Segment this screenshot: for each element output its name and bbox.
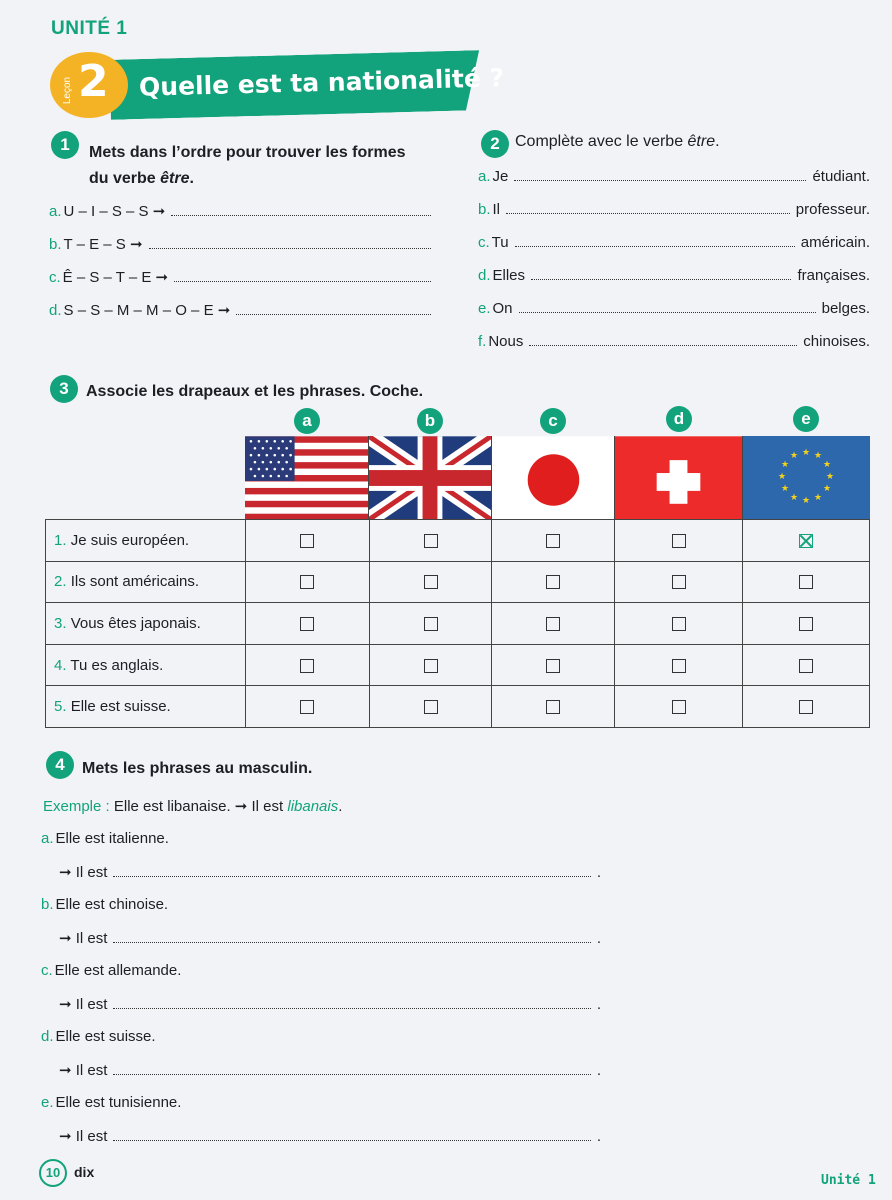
checkbox-cell	[615, 561, 743, 603]
ex4-item-text: Elle est chinoise.	[55, 896, 169, 913]
table-row	[46, 686, 870, 728]
table-row	[46, 520, 870, 562]
ex1-item-letter: d.	[49, 302, 62, 319]
svg-text:★: ★	[801, 448, 811, 458]
flag-label-b: b	[417, 408, 443, 434]
ex2-item-letter: d.	[478, 267, 491, 284]
checkbox-cell	[615, 686, 743, 728]
footer-unit: Unité 1	[821, 1173, 876, 1188]
ex4-answer-row: ➞ Il est .	[59, 1062, 601, 1079]
answer-prefix: ➞ Il est	[59, 1128, 108, 1145]
ex4-item-letter: d.	[41, 1028, 54, 1045]
table-row	[46, 603, 870, 645]
checkbox-cell	[492, 686, 615, 728]
checkbox-cell	[245, 561, 369, 603]
checkbox-cell	[245, 686, 369, 728]
ex2-item	[478, 333, 870, 366]
ex1-item-letter: b.	[49, 236, 62, 253]
ex1-item	[49, 301, 437, 334]
example-label: Exemple :	[43, 798, 110, 815]
exercise-3-title: Associe les drapeaux et les phrases. Coche.	[86, 383, 424, 400]
exercise-4-number: 4	[46, 751, 74, 779]
ex2-answer-line[interactable]	[529, 334, 797, 346]
ex2-item-subject: Tu	[491, 234, 509, 251]
ex4-answer-line[interactable]	[113, 931, 590, 943]
checkbox-cell	[743, 520, 870, 562]
checkbox-cell	[369, 561, 492, 603]
svg-text:★: ★	[780, 460, 790, 470]
svg-text:★: ★	[801, 496, 811, 506]
japan-flag-icon	[492, 436, 615, 520]
ex1-item-text: U – I – S – S ➞	[63, 203, 166, 220]
checkbox-cell	[369, 644, 492, 686]
ex2-item	[478, 201, 870, 234]
phrase-number: 4.	[54, 656, 67, 674]
phrase-text: Tu es anglais.	[70, 656, 164, 674]
ex2-item-ending: professeur.	[795, 201, 870, 218]
ex2-item	[478, 300, 870, 333]
exercise-4-example	[43, 797, 342, 815]
checkbox-cell	[369, 686, 492, 728]
flag-label-a: a	[294, 408, 320, 434]
exercise-2-title	[515, 133, 720, 151]
switzerland-flag-icon	[615, 436, 743, 520]
ex1-item-text: Ê – S – T – E ➞	[62, 269, 169, 286]
exercise-1-title-line2-prefix: du verbe	[89, 170, 161, 187]
ex4-item-text: Elle est italienne.	[55, 830, 169, 847]
checkbox-e[interactable]	[799, 575, 813, 589]
ex2-item-letter: b.	[478, 201, 491, 218]
svg-text:★: ★	[825, 472, 835, 482]
checkbox-e[interactable]	[799, 534, 813, 548]
checkbox-e[interactable]	[799, 659, 813, 673]
svg-text:★: ★	[780, 484, 790, 494]
ex2-item-ending: françaises.	[797, 267, 870, 284]
checkbox-cell	[245, 644, 369, 686]
ex4-item-text: Elle est suisse.	[55, 1028, 156, 1045]
ex2-item-subject: On	[492, 300, 513, 317]
checkbox-e[interactable]	[799, 700, 813, 714]
ex2-item	[478, 168, 870, 201]
page-number: 10	[39, 1159, 67, 1187]
checkbox-a[interactable]	[300, 700, 314, 714]
checkbox-e[interactable]	[799, 617, 813, 631]
ex4-item	[41, 896, 601, 929]
checkbox-c[interactable]	[546, 617, 560, 631]
uk-flag-icon	[369, 436, 492, 520]
ex2-item-letter: a.	[478, 168, 491, 185]
phrase-text: Je suis européen.	[70, 531, 190, 549]
ex2-item-subject: Il	[492, 201, 501, 218]
example-answer: libanais	[287, 798, 339, 815]
ex2-item-ending: belges.	[821, 300, 870, 317]
phrase-cell	[46, 603, 246, 645]
flags-row	[245, 436, 870, 520]
phrase-number: 5.	[54, 698, 67, 716]
ex2-answer-line[interactable]	[519, 301, 816, 313]
flag-label-d: d	[666, 406, 692, 432]
ex1-answer-line[interactable]	[174, 270, 431, 282]
phrase-text: Ils sont américains.	[70, 573, 200, 591]
ex2-item-ending: chinoises.	[803, 333, 870, 350]
checkbox-d[interactable]	[672, 659, 686, 673]
ex4-answer-line[interactable]	[113, 865, 590, 877]
exercise-4-list	[41, 830, 601, 1160]
association-table	[45, 519, 870, 728]
ex2-answer-line[interactable]	[531, 268, 791, 280]
ex4-item-letter: e.	[41, 1094, 54, 1111]
phrase-cell	[46, 686, 246, 728]
svg-text:★: ★	[822, 460, 832, 470]
answer-prefix: ➞ Il est	[59, 864, 108, 881]
unit-label: UNITÉ 1	[51, 18, 128, 39]
ex4-answer-row: ➞ Il est .	[59, 1128, 601, 1145]
phrase-cell	[46, 561, 246, 603]
phrase-number: 1.	[54, 531, 67, 549]
phrase-text: Elle est suisse.	[70, 698, 171, 716]
ex4-item	[41, 1028, 601, 1061]
ex1-answer-line[interactable]	[149, 237, 431, 249]
answer-prefix: ➞ Il est	[59, 996, 108, 1013]
ex4-item-text: Elle est tunisienne.	[55, 1094, 182, 1111]
checkbox-a[interactable]	[300, 534, 314, 548]
ex2-answer-line[interactable]	[506, 202, 790, 214]
ex4-answer-row: ➞ Il est .	[59, 996, 601, 1013]
exercise-2-title-suffix: .	[715, 133, 720, 150]
svg-text:★: ★	[789, 493, 799, 503]
answer-prefix: ➞ Il est	[59, 930, 108, 947]
ex2-item-subject: Elles	[492, 267, 526, 284]
ex4-item-letter: c.	[41, 962, 53, 979]
checkbox-a[interactable]	[300, 575, 314, 589]
ex2-item-letter: e.	[478, 300, 491, 317]
checkbox-cell	[245, 603, 369, 645]
checkbox-cell	[492, 520, 615, 562]
checkbox-cell	[492, 561, 615, 603]
table-row	[46, 561, 870, 603]
ex1-item-letter: c.	[49, 269, 61, 286]
ex2-item-letter: c.	[478, 234, 490, 251]
exercise-1-number: 1	[51, 131, 79, 159]
checkbox-b[interactable]	[424, 700, 438, 714]
ex4-answer-line[interactable]	[113, 997, 590, 1009]
exercise-1-title-suffix: .	[189, 170, 194, 187]
exercise-2-number: 2	[481, 130, 509, 158]
svg-text:★: ★	[813, 493, 823, 503]
checkbox-cell	[743, 686, 870, 728]
ex4-item	[41, 1094, 601, 1127]
ex4-answer-row: ➞ Il est .	[59, 864, 601, 881]
svg-text:★: ★	[813, 451, 823, 461]
usa-flag-icon	[245, 436, 369, 520]
phrase-cell	[46, 520, 246, 562]
checkbox-b[interactable]	[424, 617, 438, 631]
ex1-item-text: T – E – S ➞	[63, 236, 143, 253]
checkbox-c[interactable]	[546, 534, 560, 548]
svg-text:★: ★	[822, 484, 832, 494]
checkbox-b[interactable]	[424, 575, 438, 589]
ex4-item	[41, 830, 601, 863]
checkbox-d[interactable]	[672, 700, 686, 714]
ex2-answer-line[interactable]	[514, 169, 806, 181]
ex1-item	[49, 235, 437, 268]
ex4-answer-row: ➞ Il est .	[59, 930, 601, 947]
lesson-word: Leçon	[62, 76, 74, 105]
exercise-4-title: Mets les phrases au masculin.	[82, 760, 313, 777]
checkbox-cell	[615, 603, 743, 645]
phrase-cell	[46, 644, 246, 686]
checkbox-b[interactable]	[424, 534, 438, 548]
ex1-answer-line[interactable]	[236, 303, 431, 315]
ex2-item-ending: américain.	[800, 234, 870, 251]
ex4-answer-line[interactable]	[113, 1063, 590, 1075]
ex4-item-letter: a.	[41, 830, 54, 847]
checkbox-cell	[245, 520, 369, 562]
answer-prefix: ➞ Il est	[59, 1062, 108, 1079]
checkbox-cell	[369, 520, 492, 562]
checkbox-a[interactable]	[300, 617, 314, 631]
checkbox-cell	[743, 603, 870, 645]
phrase-text: Vous êtes japonais.	[70, 614, 201, 632]
ex1-answer-line[interactable]	[171, 204, 431, 216]
exercise-3-number: 3	[50, 375, 78, 403]
ex4-item	[41, 962, 601, 995]
lesson-title: Quelle est ta nationalité ?	[138, 63, 505, 102]
svg-text:★: ★	[789, 451, 799, 461]
ex2-item	[478, 267, 870, 300]
flag-label-c: c	[540, 408, 566, 434]
eu-flag-icon	[743, 436, 870, 520]
checkbox-c[interactable]	[546, 659, 560, 673]
checkbox-cell	[369, 603, 492, 645]
checkbox-d[interactable]	[672, 617, 686, 631]
ex2-item-subject: Nous	[488, 333, 524, 350]
lesson-number: 2	[78, 56, 109, 107]
phrase-number: 3.	[54, 614, 67, 632]
example-end: .	[338, 798, 343, 815]
example-text: Elle est libanaise. ➞ Il est	[113, 798, 288, 815]
checkbox-cell	[615, 520, 743, 562]
exercise-1-list	[49, 202, 437, 334]
ex1-item	[49, 202, 437, 235]
exercise-1-title-em: être	[160, 170, 190, 187]
ex1-item	[49, 268, 437, 301]
ex4-item-letter: b.	[41, 896, 54, 913]
checkbox-d[interactable]	[672, 575, 686, 589]
ex1-item-letter: a.	[49, 203, 62, 220]
checkbox-cell	[615, 644, 743, 686]
page-word: dix	[74, 1164, 95, 1180]
checkbox-c[interactable]	[546, 700, 560, 714]
ex4-item-text: Elle est allemande.	[54, 962, 182, 979]
exercise-1-title-line1: Mets dans l’ordre pour trouver les formes	[89, 144, 406, 161]
exercise-1-title	[89, 140, 406, 192]
exercise-2-title-em: être	[687, 133, 716, 150]
ex1-item-text: S – S – M – M – O – E ➞	[63, 302, 231, 319]
checkbox-b[interactable]	[424, 659, 438, 673]
ex4-answer-line[interactable]	[113, 1129, 590, 1141]
flag-label-e: e	[793, 406, 819, 432]
checkbox-cell	[743, 644, 870, 686]
ex2-item-subject: Je	[492, 168, 509, 185]
checkbox-cell	[743, 561, 870, 603]
checkbox-c[interactable]	[546, 575, 560, 589]
checkbox-cell	[492, 644, 615, 686]
ex2-item	[478, 234, 870, 267]
phrase-number: 2.	[54, 573, 67, 591]
exercise-2-list	[478, 168, 870, 366]
checkbox-cell	[492, 603, 615, 645]
ex2-item-letter: f.	[478, 333, 487, 350]
svg-text:★: ★	[777, 472, 787, 482]
table-row	[46, 644, 870, 686]
checkbox-a[interactable]	[300, 659, 314, 673]
exercise-2-title-prefix: Complète avec le verbe	[515, 133, 688, 150]
ex2-item-ending: étudiant.	[812, 168, 870, 185]
ex2-answer-line[interactable]	[515, 235, 795, 247]
checkbox-d[interactable]	[672, 534, 686, 548]
